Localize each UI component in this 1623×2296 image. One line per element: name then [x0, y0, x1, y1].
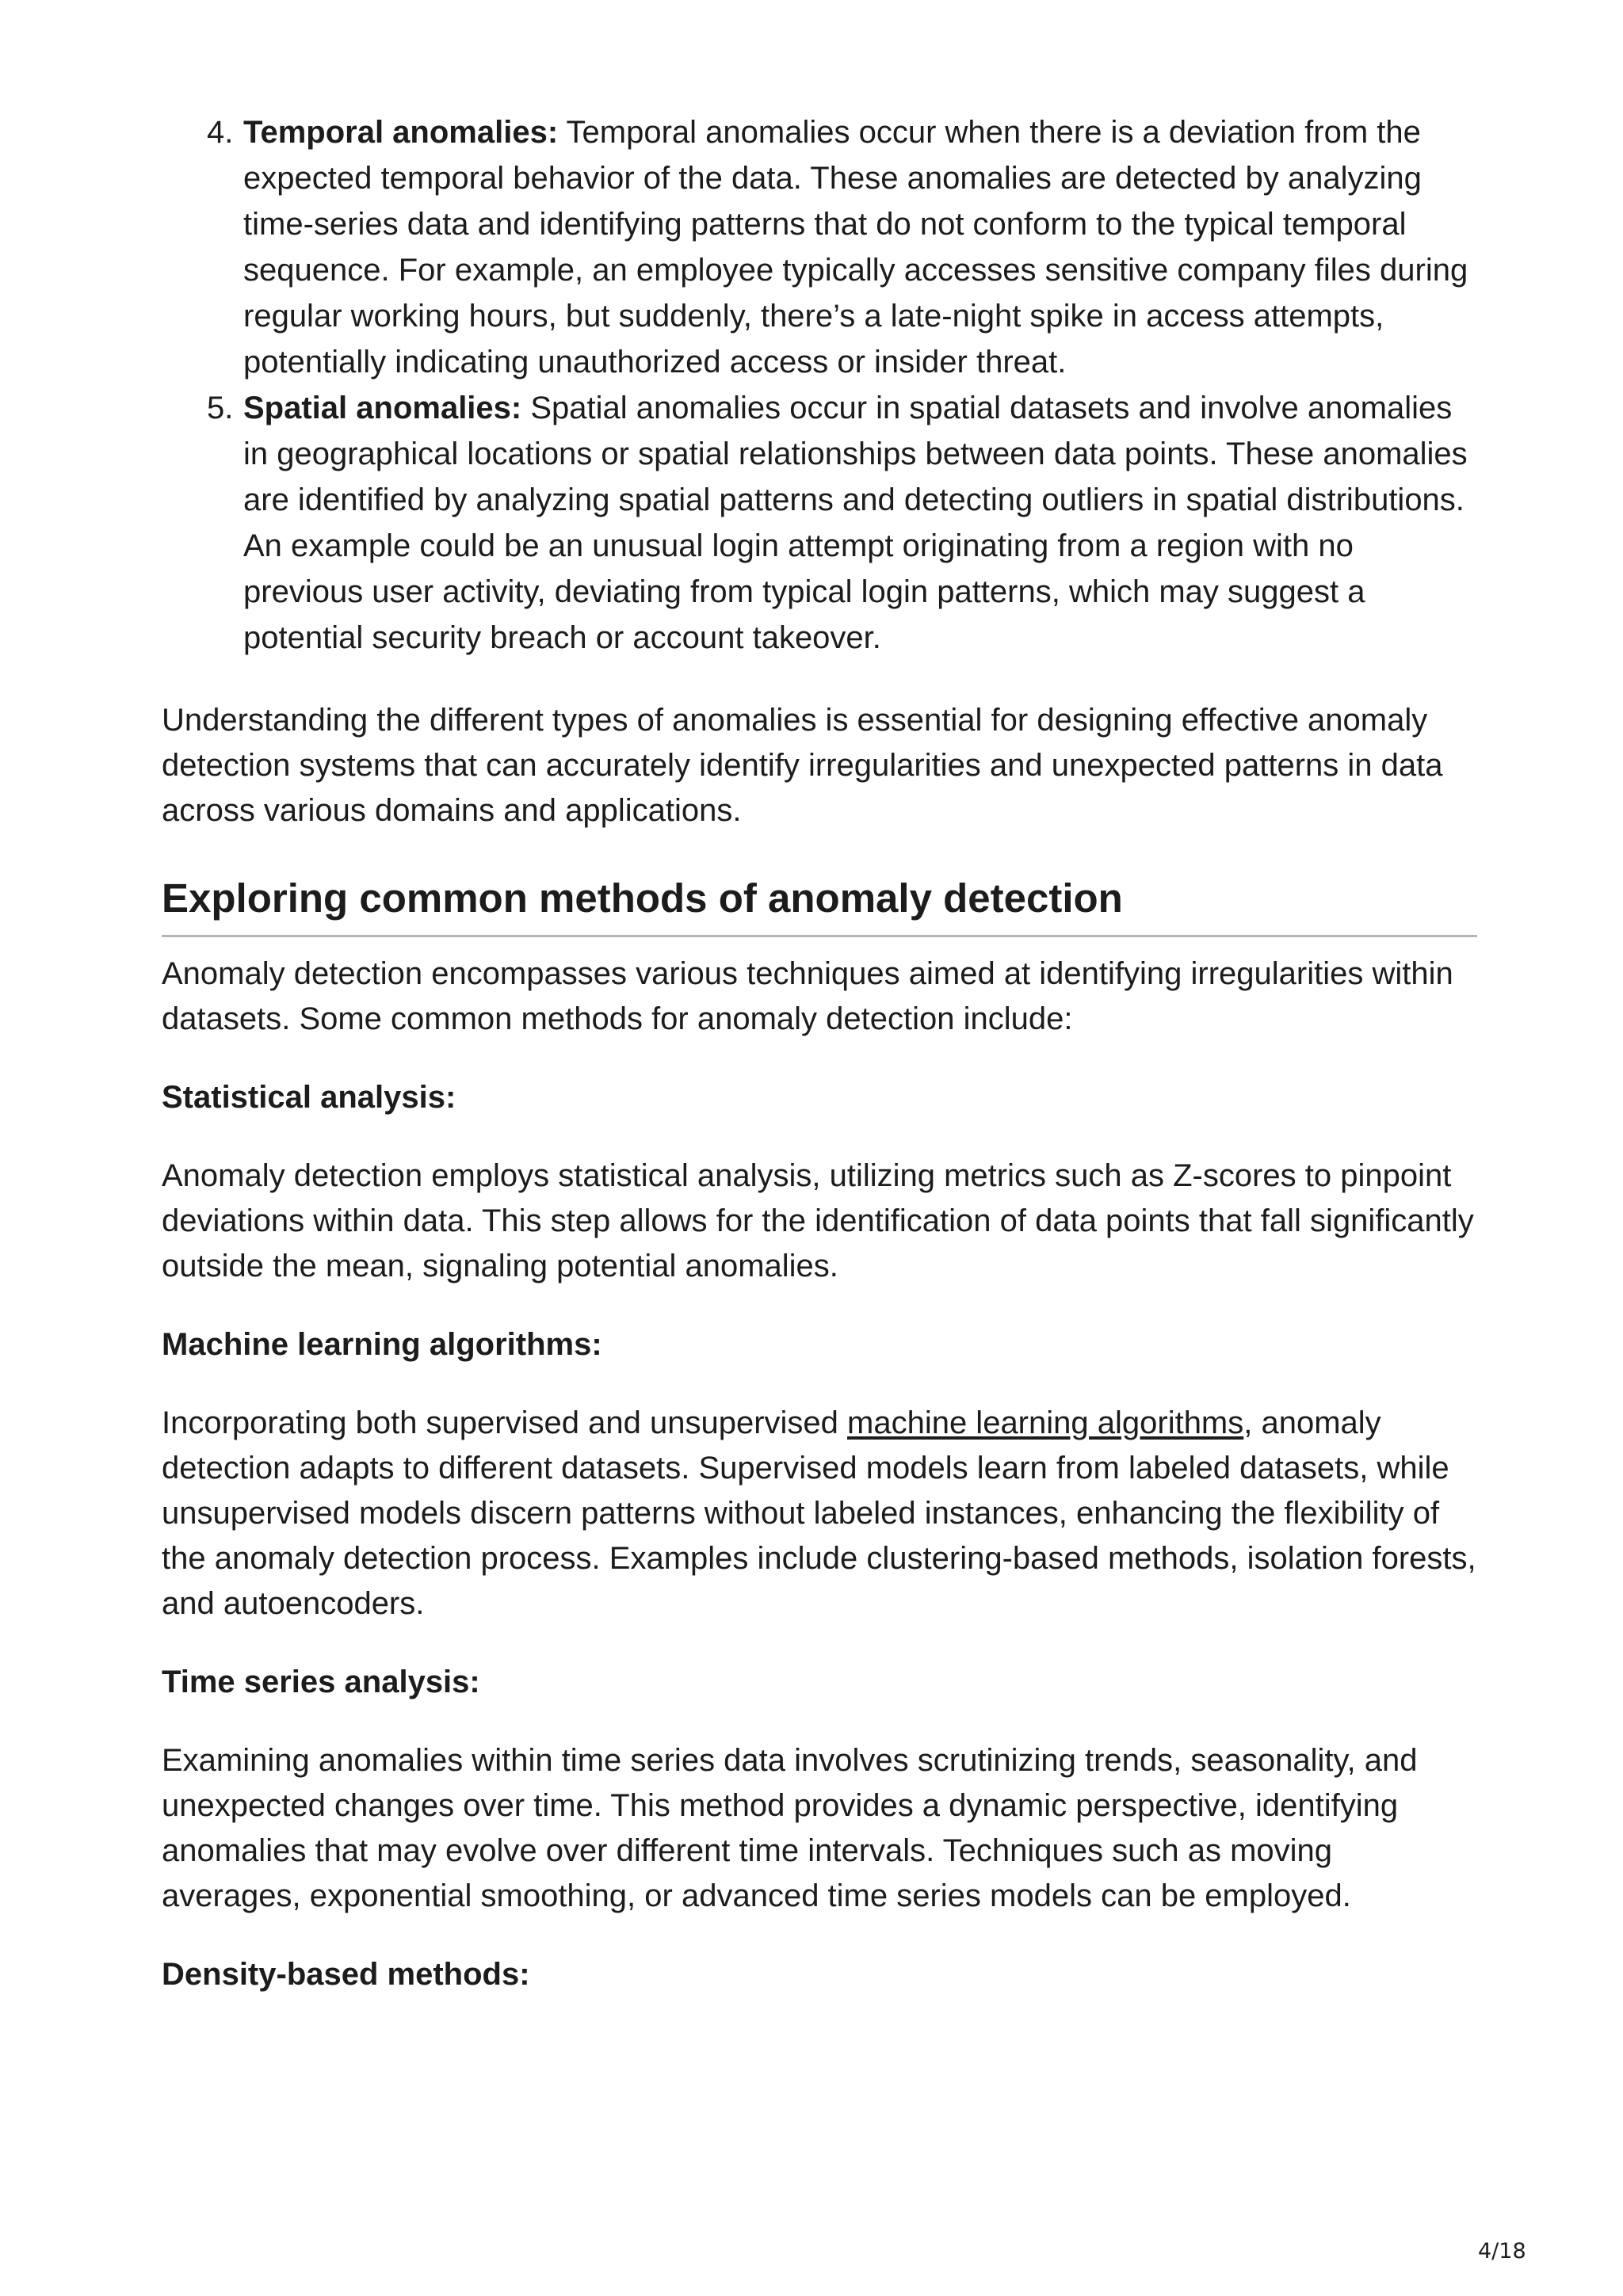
subheading-statistical-analysis: Statistical analysis:: [162, 1080, 456, 1115]
text-after-link: , anomaly detection adapts to different datasets. Supervised models learn from labeled datasets, while unsupervised models discern patterns without labeled instances, enhancing the flexibility of the anomaly detection process. Examples include clustering-based methods, isolation forests, and autoencoders.: [162, 1405, 1476, 1621]
machine-learning-algorithms-link[interactable]: machine learning algorithms: [847, 1405, 1244, 1440]
list-number: 4.: [207, 115, 234, 150]
description-temporal: Temporal anomalies occur when there is a deviation from the expected temporal behavior of the data. These anomalies are detected by analyzing time-series data and identifying patterns that do not conform to the typical temporal sequence. For example, an employee typically accesses sensitive company files during regular working hours, but suddenly, there’s a late-night spike in access attempts, potentially indicating unauthorized access or insider threat.: [243, 115, 1468, 379]
term-spatial: Spatial anomalies:: [243, 391, 522, 425]
article-content: [162, 109, 1477, 1997]
description-spatial: Spatial anomalies occur in spatial datasets and involve anomalies in geographical locations or spatial relationships between data points. These anomalies are identified by analyzing spatial patterns and detecting outliers in spatial distributions. An example could be an unusual login attempt originating from a region with no previous user activity, deviating from typical login patterns, which may suggest a potential security breach or account takeover.: [243, 391, 1468, 655]
paragraph-time-series: Examining anomalies within time series data involves scrutinizing trends, seasonality, and unexpected changes over time. This method provides a dynamic perspective, identifying anomalies that may evolve over different time intervals. Techniques such as moving averages, exponential smoothing, or advanced time series models can be employed.: [162, 1743, 1418, 1913]
paragraph-machine-learning: [162, 1401, 1477, 1627]
section-heading: Exploring common methods of anomaly detection: [162, 873, 1477, 937]
page-number: 4/18: [1478, 2239, 1526, 2264]
subheading-machine-learning: Machine learning algorithms:: [162, 1327, 602, 1362]
anomaly-types-list: [162, 109, 1477, 661]
list-number: 5.: [207, 391, 234, 425]
section-intro: Anomaly detection encompasses various techniques aimed at identifying irregularities within datasets. Some common methods for anomaly detection include:: [162, 956, 1453, 1036]
list-item-temporal: [162, 109, 1477, 385]
subheading-density-based: Density-based methods:: [162, 1957, 530, 1992]
paragraph-statistical-analysis: Anomaly detection employs statistical analysis, utilizing metrics such as Z-scores to pinpoint deviations within data. This step allows for the identification of data points that fall significantly outside the mean, signaling potential anomalies.: [162, 1158, 1474, 1283]
summary-paragraph: Understanding the different types of anomalies is essential for designing effective anomaly detection systems that can accurately identify irregularities and unexpected patterns in data across various domains and applications.: [162, 703, 1443, 828]
subheading-time-series: Time series analysis:: [162, 1665, 480, 1699]
term-temporal: Temporal anomalies:: [243, 115, 559, 150]
text-before-link: Incorporating both supervised and unsupervised: [162, 1405, 847, 1440]
list-item-spatial: [162, 385, 1477, 661]
